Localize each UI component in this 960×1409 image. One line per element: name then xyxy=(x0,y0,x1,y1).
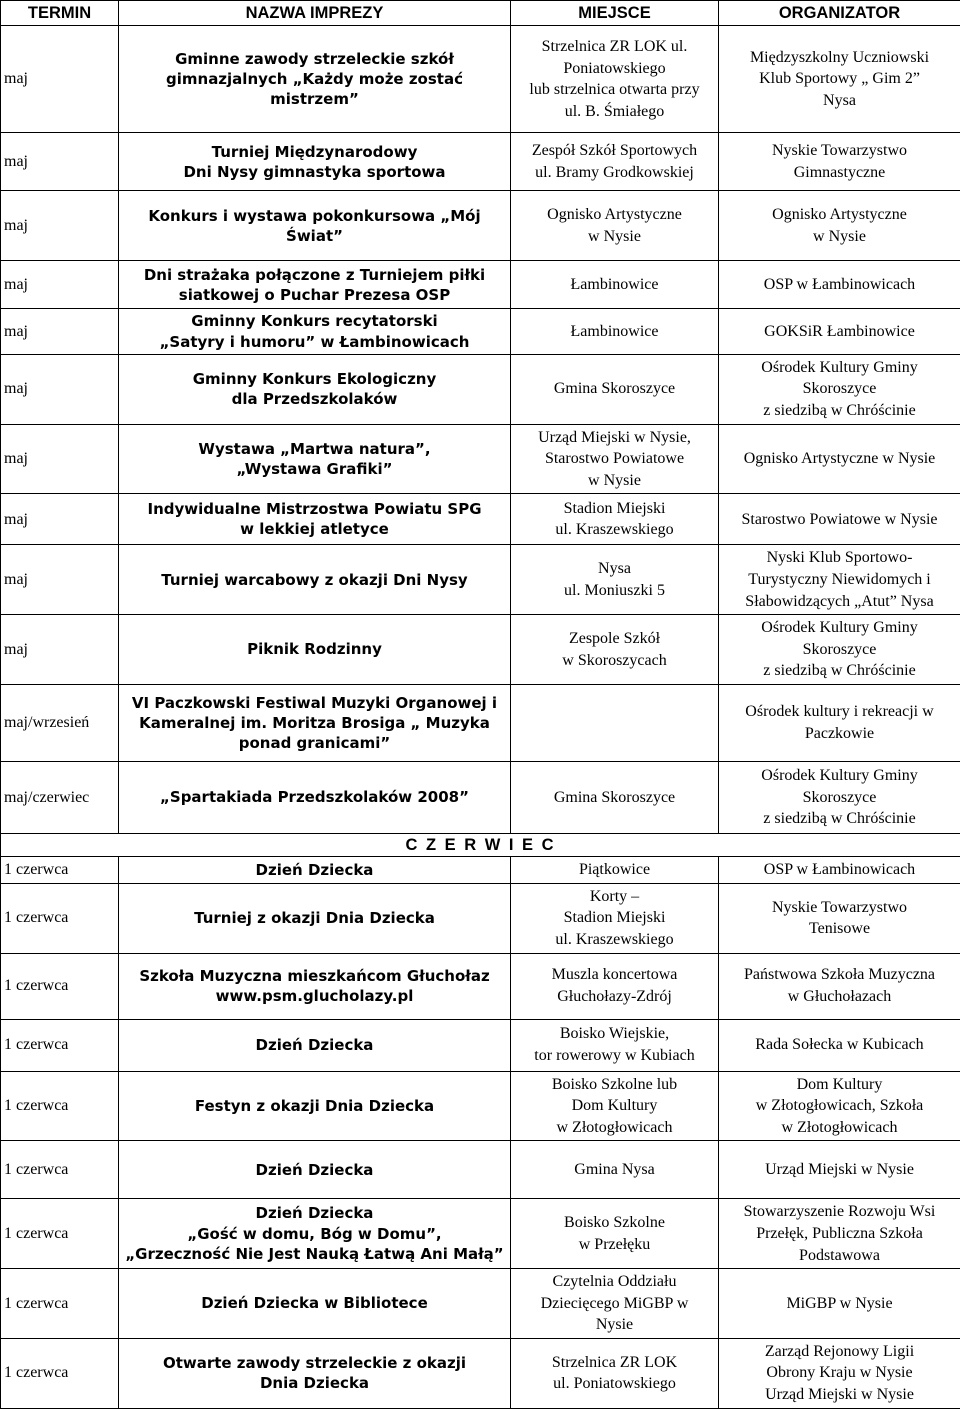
event-cell: Dzień Dziecka xyxy=(119,857,511,884)
place-cell: Zespole Szkół w Skoroszycach xyxy=(511,615,719,685)
organizer-cell: Ośrodek Kultury Gminy Skoroszyce z siedzibą w Chróścinie xyxy=(719,354,960,424)
term-cell: 1 czerwca xyxy=(1,857,119,884)
organizer-cell: Ośrodek kultury i rekreacji w Paczkowie xyxy=(719,684,960,761)
table-row xyxy=(1,26,960,133)
term-cell: 1 czerwca xyxy=(1,1019,119,1071)
term-cell: 1 czerwca xyxy=(1,1141,119,1199)
table-row xyxy=(1,1141,960,1199)
term-cell: 1 czerwca xyxy=(1,1269,119,1339)
table-row xyxy=(1,1071,960,1141)
table-row xyxy=(1,494,960,545)
organizer-cell: Państwowa Szkoła Muzyczna w Głuchołazach xyxy=(719,953,960,1019)
event-cell: Konkurs i wystawa pokonkursowa „Mój Świat” xyxy=(119,191,511,261)
table-row xyxy=(1,1199,960,1269)
event-cell: Turniej Międzynarodowy Dni Nysy gimnastyka sportowa xyxy=(119,133,511,191)
term-cell: 1 czerwca xyxy=(1,953,119,1019)
place-cell: Zespół Szkół Sportowych ul. Bramy Grodkowskiej xyxy=(511,133,719,191)
term-cell: 1 czerwca xyxy=(1,883,119,953)
organizer-cell: Nyski Klub Sportowo- Turystyczny Niewidomych i Słabowidzących „Atut” Nysa xyxy=(719,545,960,615)
place-cell: Stadion Miejski ul. Kraszewskiego xyxy=(511,494,719,545)
organizer-cell: MiGBP w Nysie xyxy=(719,1269,960,1339)
event-cell: Festyn z okazji Dnia Dziecka xyxy=(119,1071,511,1141)
table-row xyxy=(1,354,960,424)
table-row xyxy=(1,133,960,191)
place-cell: Piątkowice xyxy=(511,857,719,884)
event-cell: Gminny Konkurs Ekologiczny dla Przedszkolaków xyxy=(119,354,511,424)
event-cell: Turniej z okazji Dnia Dziecka xyxy=(119,883,511,953)
place-cell: Gmina Skoroszyce xyxy=(511,761,719,833)
event-cell: Dzień Dziecka „Gość w domu, Bóg w Domu”, „Grzeczność Nie Jest Nauką Łatwą Ani Małą” xyxy=(119,1199,511,1269)
table-row xyxy=(1,761,960,833)
place-cell: Korty – Stadion Miejski ul. Kraszewskiego xyxy=(511,883,719,953)
term-cell: 1 czerwca xyxy=(1,1199,119,1269)
term-cell: maj xyxy=(1,133,119,191)
header-miejsce: MIEJSCE xyxy=(511,1,719,26)
term-cell: maj xyxy=(1,545,119,615)
organizer-cell: Międzyszkolny Uczniowski Klub Sportowy „ Gim 2” Nysa xyxy=(719,26,960,133)
place-cell: Łambinowice xyxy=(511,261,719,309)
place-cell: Ognisko Artystyczne w Nysie xyxy=(511,191,719,261)
place-cell: Urząd Miejski w Nysie, Starostwo Powiatowe w Nysie xyxy=(511,424,719,494)
table-row xyxy=(1,615,960,685)
place-cell: Muszla koncertowa Głuchołazy-Zdrój xyxy=(511,953,719,1019)
term-cell: maj xyxy=(1,354,119,424)
term-cell: maj xyxy=(1,309,119,355)
term-cell: maj xyxy=(1,26,119,133)
header-organizator: ORGANIZATOR xyxy=(719,1,960,26)
place-cell: Nysa ul. Moniuszki 5 xyxy=(511,545,719,615)
event-cell: Turniej warcabowy z okazji Dni Nysy xyxy=(119,545,511,615)
event-cell: „Spartakiada Przedszkolaków 2008” xyxy=(119,761,511,833)
organizer-cell: OSP w Łambinowicach xyxy=(719,261,960,309)
event-cell: Piknik Rodzinny xyxy=(119,615,511,685)
table-row xyxy=(1,857,960,884)
place-cell: Gmina Skoroszyce xyxy=(511,354,719,424)
table-row xyxy=(1,261,960,309)
term-cell: 1 czerwca xyxy=(1,1071,119,1141)
table-row xyxy=(1,424,960,494)
event-cell: Szkoła Muzyczna mieszkańcom Głuchołaz www.psm.glucholazy.pl xyxy=(119,953,511,1019)
organizer-cell: Ognisko Artystyczne w Nysie xyxy=(719,191,960,261)
event-cell: Dni strażaka połączone z Turniejem piłki siatkowej o Puchar Prezesa OSP xyxy=(119,261,511,309)
term-cell: 1 czerwca xyxy=(1,1338,119,1408)
table-row xyxy=(1,883,960,953)
organizer-cell: Stowarzyszenie Rozwoju Wsi Przełęk, Publiczna Szkoła Podstawowa xyxy=(719,1199,960,1269)
term-cell: maj xyxy=(1,424,119,494)
event-cell: Dzień Dziecka xyxy=(119,1141,511,1199)
event-cell: Wystawa „Martwa natura”, „Wystawa Grafiki” xyxy=(119,424,511,494)
term-cell: maj/czerwiec xyxy=(1,761,119,833)
term-cell: maj xyxy=(1,615,119,685)
organizer-cell: Urząd Miejski w Nysie xyxy=(719,1141,960,1199)
place-cell: Czytelnia Oddziału Dziecięcego MiGBP w Nysie xyxy=(511,1269,719,1339)
place-cell: Strzelnica ZR LOK ul. Poniatowskiego xyxy=(511,1338,719,1408)
table-row xyxy=(1,545,960,615)
header-row xyxy=(1,1,960,26)
table-row xyxy=(1,1019,960,1071)
section-row xyxy=(1,833,960,856)
table-row xyxy=(1,953,960,1019)
term-cell: maj xyxy=(1,261,119,309)
event-cell: Indywidualne Mistrzostwa Powiatu SPG w lekkiej atletyce xyxy=(119,494,511,545)
organizer-cell: Zarząd Rejonowy Ligii Obrony Kraju w Nysie Urząd Miejski w Nysie xyxy=(719,1338,960,1408)
organizer-cell: Nyskie Towarzystwo Gimnastyczne xyxy=(719,133,960,191)
place-cell: Boisko Szkolne w Przełęku xyxy=(511,1199,719,1269)
organizer-cell: Nyskie Towarzystwo Tenisowe xyxy=(719,883,960,953)
event-cell: Gminny Konkurs recytatorski „Satyry i humoru” w Łambinowicach xyxy=(119,309,511,355)
table-row xyxy=(1,191,960,261)
event-cell: VI Paczkowski Festiwal Muzyki Organowej i Kameralnej im. Moritza Brosiga „ Muzyka ponad granicami” xyxy=(119,684,511,761)
section-title: C Z E R W I E C xyxy=(1,833,960,856)
table-row xyxy=(1,1269,960,1339)
organizer-cell: Dom Kultury w Złotogłowicach, Szkoła w Złotogłowicach xyxy=(719,1071,960,1141)
place-cell: Boisko Szkolne lub Dom Kultury w Złotogłowicach xyxy=(511,1071,719,1141)
term-cell: maj xyxy=(1,191,119,261)
table-row xyxy=(1,684,960,761)
event-cell: Dzień Dziecka xyxy=(119,1019,511,1071)
organizer-cell: Starostwo Powiatowe w Nysie xyxy=(719,494,960,545)
place-cell: Łambinowice xyxy=(511,309,719,355)
organizer-cell: Ognisko Artystyczne w Nysie xyxy=(719,424,960,494)
organizer-cell: OSP w Łambinowicach xyxy=(719,857,960,884)
event-cell: Otwarte zawody strzeleckie z okazji Dnia Dziecka xyxy=(119,1338,511,1408)
table-body xyxy=(1,26,960,1408)
place-cell xyxy=(511,684,719,761)
organizer-cell: Ośrodek Kultury Gminy Skoroszyce z siedzibą w Chróścinie xyxy=(719,761,960,833)
table-row xyxy=(1,309,960,355)
term-cell: maj xyxy=(1,494,119,545)
event-cell: Gminne zawody strzeleckie szkół gimnazjalnych „Każdy może zostać mistrzem” xyxy=(119,26,511,133)
organizer-cell: Rada Sołecka w Kubicach xyxy=(719,1019,960,1071)
organizer-cell: Ośrodek Kultury Gminy Skoroszyce z siedzibą w Chróścinie xyxy=(719,615,960,685)
header-nazwa-imprezy: NAZWA IMPREZY xyxy=(119,1,511,26)
place-cell: Gmina Nysa xyxy=(511,1141,719,1199)
organizer-cell: GOKSiR Łambinowice xyxy=(719,309,960,355)
term-cell: maj/wrzesień xyxy=(1,684,119,761)
event-cell: Dzień Dziecka w Bibliotece xyxy=(119,1269,511,1339)
place-cell: Boisko Wiejskie, tor rowerowy w Kubiach xyxy=(511,1019,719,1071)
header-termin: TERMIN xyxy=(1,1,119,26)
place-cell: Strzelnica ZR LOK ul. Poniatowskiego lub strzelnica otwarta przy ul. B. Śmiałego xyxy=(511,26,719,133)
table-row xyxy=(1,1338,960,1408)
